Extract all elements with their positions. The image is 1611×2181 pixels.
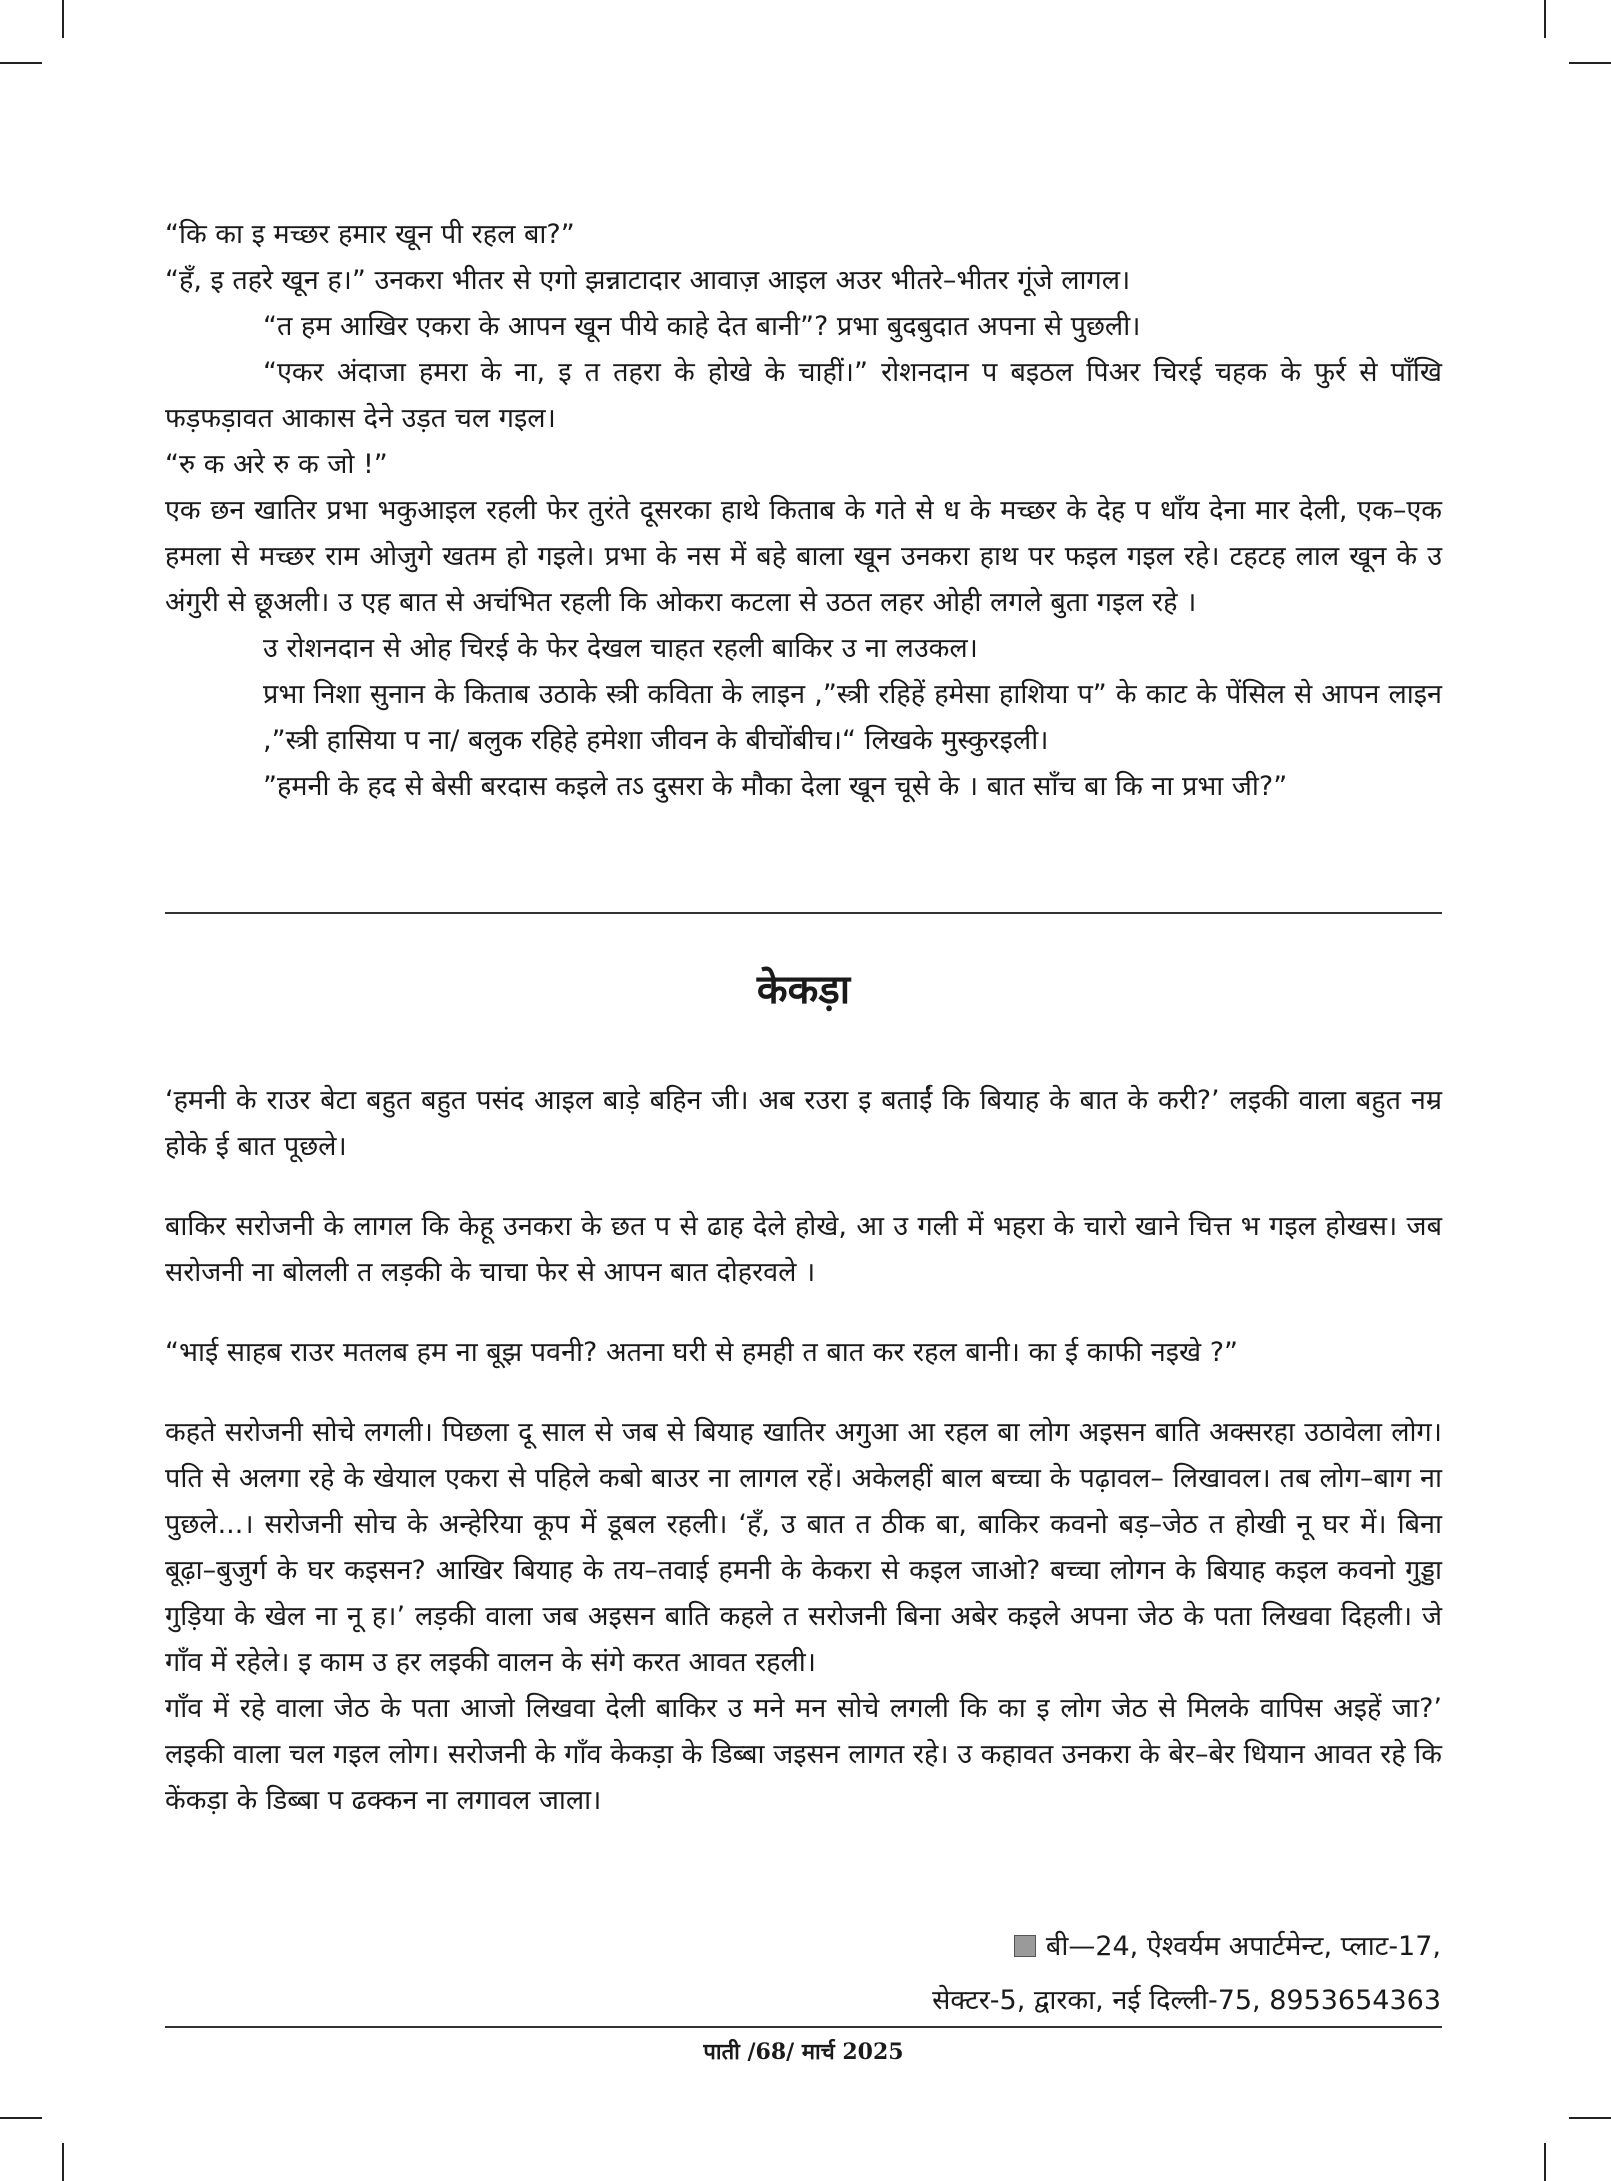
paragraph: उ रोशनदान से ओह चिरई के फेर देखल चाहत रहली बाकिर उ ना लउकल।: [263, 633, 978, 664]
paragraph: ‘हमनी के राउर बेटा बहुत बहुत पसंद आइल बाड़े बहिन जी। अब रउरा इ बताईं कि बियाह के बात के करी?’ लइकी वाला बहुत नम्र होके ई बात पूछले।: [165, 1085, 1442, 1162]
section-divider: [165, 912, 1442, 914]
page-footer: पाती /68/ मार्च 2025: [703, 2039, 904, 2065]
bullet-square-icon: [1014, 1935, 1036, 1957]
paragraph: “एकर अंदाजा हमरा के ना, इ त तहरा के होखे के चाहीं।” रोशनदान प बइठल पिअर चिरई चहक के फुर्र से पाँखि फड़फड़ावत आकास देने उड़त चल गइल।: [165, 357, 1442, 434]
crop-mark: [0, 2117, 42, 2119]
author-address: [741, 1920, 1441, 2028]
paragraph: “कि का इ मच्छर हमार खून पी रहल बा?”: [165, 219, 575, 250]
crop-mark: [1544, 0, 1546, 38]
paragraph: गाँव में रहे वाला जेठ के पता आजो लिखवा देली बाकिर उ मने मन सोचे लगली कि का इ लोग जेठ से मिलके वापिस अइहें जा?’ लइकी वाला चल गइल लोग। सरोजनी के गाँव केकड़ा के डिब्बा जइसन लागत रहे। उ कहावत उनकरा के बेर–बेर धियान आवत रहे कि केंकड़ा के डिब्बा प ढक्कन ना लगावल जाला।: [165, 1693, 1442, 1816]
paragraph: प्रभा निशा सुनान के किताब उठाके स्त्री कविता के लाइन ,”स्त्री रहिहें हमेसा हाशिया प” के काट के पेंसिल से आपन लाइन ,”स्त्री हासिया प ना/ बलुक रहिहे हमेशा जीवन के बीचोंबीच।“ लिखके मुस्कुरइली।: [263, 679, 1442, 756]
crop-mark: [62, 0, 64, 38]
address-line-1: बी—24, ऐश्वर्यम अपार्टमेन्ट, प्लाट-17,: [1045, 1931, 1441, 1962]
paragraph: ”हमनी के हद से बेसी बरदास कइले तऽ दुसरा के मौका देला खून चूसे के । बात साँच बा कि ना प्रभा जी?”: [263, 771, 1288, 802]
crop-mark: [0, 62, 42, 64]
story-continuation: [165, 212, 1442, 810]
paragraph: एक छन खातिर प्रभा भकुआइल रहली फेर तुरंते दूसरका हाथे किताब के गते से ध के मच्छर के देह प धाँय देना मार देली, एक–एक हमला से मच्छर राम ओजुगे खतम हो गइले। प्रभा के नस में बहे बाला खून उनकरा हाथ पर फइल गइल रहे। टहटह लाल खून के उ अंगुरी से छूअली। उ एह बात से अचंभित रहली कि ओकरा कटला से उठत लहर ओही लगले बुता गइल रहे ।: [165, 495, 1442, 618]
crop-mark: [1569, 62, 1611, 64]
footer-divider: [165, 2026, 1442, 2028]
paragraph: “रु क अरे रु क जो !”: [165, 449, 388, 480]
crop-mark: [1544, 2143, 1546, 2181]
story-body: [165, 1078, 1442, 1824]
crop-mark: [62, 2143, 64, 2181]
story-title: केकड़ा: [756, 967, 851, 1013]
paragraph: “हँ, इ तहरे खून ह।” उनकरा भीतर से एगो झन्नाटादार आवाज़ आइल अउर भीतरे–भीतर गूंजे लागल।: [165, 265, 1131, 296]
address-line-2: सेक्टर-5, द्वारका, नई दिल्ली-75, 8953654363: [932, 1985, 1441, 2016]
paragraph: “त हम आखिर एकरा के आपन खून पीये काहे देत बानी”? प्रभा बुदबुदात अपना से पुछली।: [263, 311, 1141, 342]
crop-mark: [1569, 2117, 1611, 2119]
paragraph: कहते सरोजनी सोचे लगली। पिछला दू साल से जब से बियाह खातिर अगुआ आ रहल बा लोग अइसन बाति अक्सरहा उठावेला लोग। पति से अलगा रहे के खेयाल एकरा से पहिले कबो बाउर ना लागल रहें। अकेलहीं बाल बच्चा के पढ़ावल– लिखावल। तब लोग–बाग ना पुछले...। सरोजनी सोच के अन्हेरिया कूप में डूबल रहली। ‘हँ, उ बात त ठीक बा, बाकिर कवनो बड़–जेठ त होखी नू घर में। बिना बूढ़ा–बुजुर्ग के घर कइसन? आखिर बियाह के तय–तवाई हमनी के केकरा से कइल जाओ? बच्चा लोगन के बियाह कइल कवनो गुड्डा गुड़िया के खेल ना नू ह।’ लड़की वाला जब अइसन बाति कहले त सरोजनी बिना अबेर कइले अपना जेठ के पता लिखवा दिहली। जे गाँव में रहेले। इ काम उ हर लइकी वालन के संगे करत आवत रहली।: [165, 1417, 1442, 1678]
paragraph: “भाई साहब राउर मतलब हम ना बूझ पवनी? अतना घरी से हमही त बात कर रहल बानी। का ई काफी नइखे ?”: [165, 1337, 1239, 1368]
paragraph: बाकिर सरोजनी के लागल कि केहू उनकरा के छत प से ढाह देले होखे, आ उ गली में भहरा के चारो खाने चित्त भ गइल होखस। जब सरोजनी ना बोलली त लड़की के चाचा फेर से आपन बात दोहरवले ।: [165, 1211, 1442, 1288]
